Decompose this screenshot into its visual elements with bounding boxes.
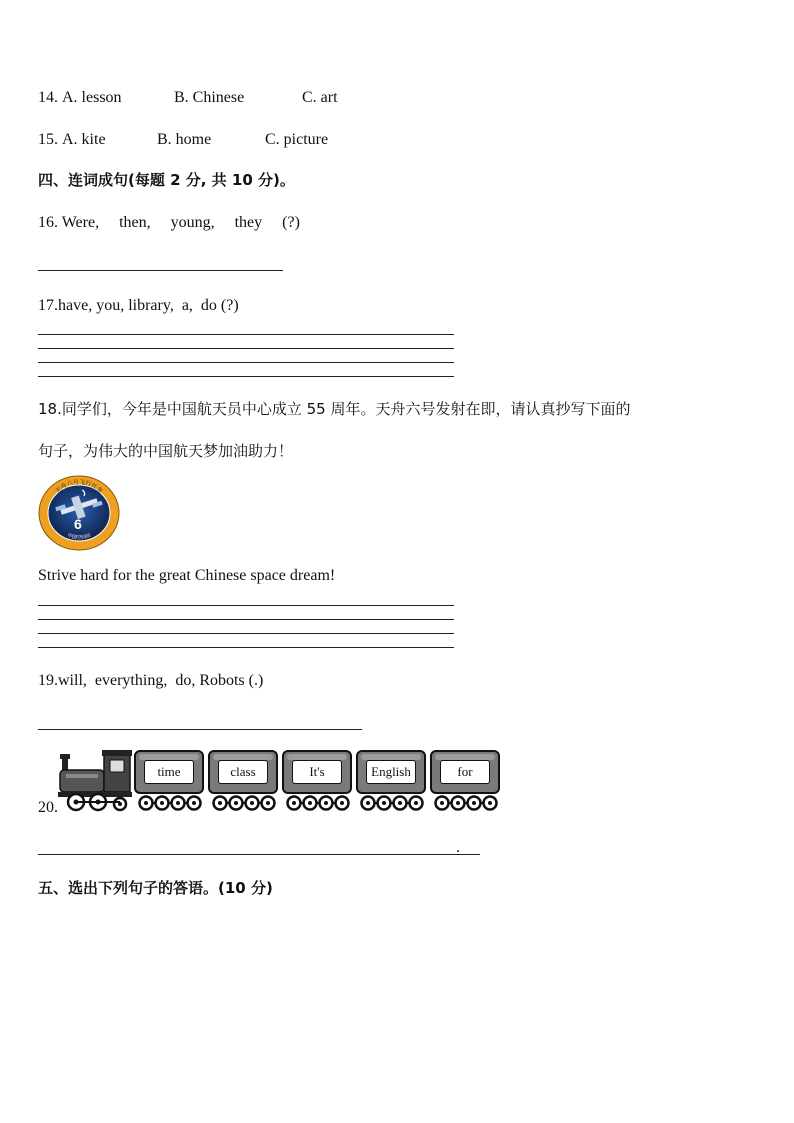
- word-card-3[interactable]: It's: [292, 760, 342, 784]
- train-car-5: [430, 750, 500, 812]
- svg-text:天舟六号飞行任务: 天舟六号飞行任务: [54, 478, 104, 495]
- q18-writing-line-3[interactable]: [38, 633, 454, 634]
- word-card-5[interactable]: for: [440, 760, 490, 784]
- section-4-heading: 四、连词成句(每题 2 分, 共 10 分)。: [38, 171, 295, 189]
- q14-number: 14.: [38, 89, 58, 106]
- wheels-icon: [358, 794, 424, 812]
- q20-number: 20.: [38, 799, 58, 816]
- q18-instruction-line-2: 句子，为伟大的中国航天梦加油助力！: [38, 442, 294, 460]
- q17-prompt: 17.have, you, library, a, do (?): [38, 297, 239, 314]
- q17-writing-line-2[interactable]: [38, 348, 454, 349]
- train-car-1: [134, 750, 204, 812]
- wheels-icon: [432, 794, 498, 812]
- q20-end-mark: .: [456, 839, 460, 856]
- section-5-heading: 五、选出下列句子的答语。(10 分): [38, 879, 273, 897]
- wheels-icon: [284, 794, 350, 812]
- space-mission-logo: [38, 474, 120, 552]
- q19-answer-line[interactable]: [38, 729, 362, 730]
- q18-writing-line-1[interactable]: [38, 605, 454, 606]
- word-card-4[interactable]: English: [366, 760, 416, 784]
- train-car-2: [208, 750, 278, 812]
- q16-answer-line[interactable]: [38, 270, 283, 271]
- q18-instruction-line-1: 18.同学们，今年是中国航天员中心成立 55 周年。天舟六号发射在即，请认真抄写下面的: [38, 400, 631, 418]
- svg-text:6: 6: [74, 516, 82, 532]
- q16-prompt: 16. Were, then, young, they (?): [38, 214, 300, 231]
- q14-option-b: B. Chinese: [174, 89, 245, 106]
- q17-writing-line-4[interactable]: [38, 376, 454, 377]
- q15-option-c: C. picture: [265, 131, 329, 148]
- q17-writing-line-1[interactable]: [38, 334, 454, 335]
- q14-option-a: A. lesson: [62, 89, 122, 106]
- word-train: [58, 748, 504, 812]
- q20-answer-line[interactable]: [38, 854, 480, 855]
- q14-option-c: C. art: [302, 89, 338, 106]
- q18-writing-line-4[interactable]: [38, 647, 454, 648]
- train-car-4: [356, 750, 426, 812]
- word-card-2[interactable]: class: [218, 760, 268, 784]
- q15-option-b: B. home: [157, 131, 212, 148]
- word-card-1[interactable]: time: [144, 760, 194, 784]
- train-car-3: [282, 750, 352, 812]
- q19-prompt: 19.will, everything, do, Robots (.): [38, 672, 264, 689]
- q18-sentence: Strive hard for the great Chinese space dream!: [38, 567, 336, 584]
- svg-text:中国空间站: 中国空间站: [66, 532, 92, 542]
- q18-writing-line-2[interactable]: [38, 619, 454, 620]
- q17-writing-line-3[interactable]: [38, 362, 454, 363]
- q15-option-a: A. kite: [62, 131, 106, 148]
- wheels-icon: [136, 794, 202, 812]
- locomotive-icon: [58, 748, 134, 812]
- wheels-icon: [210, 794, 276, 812]
- q15-number: 15.: [38, 131, 58, 148]
